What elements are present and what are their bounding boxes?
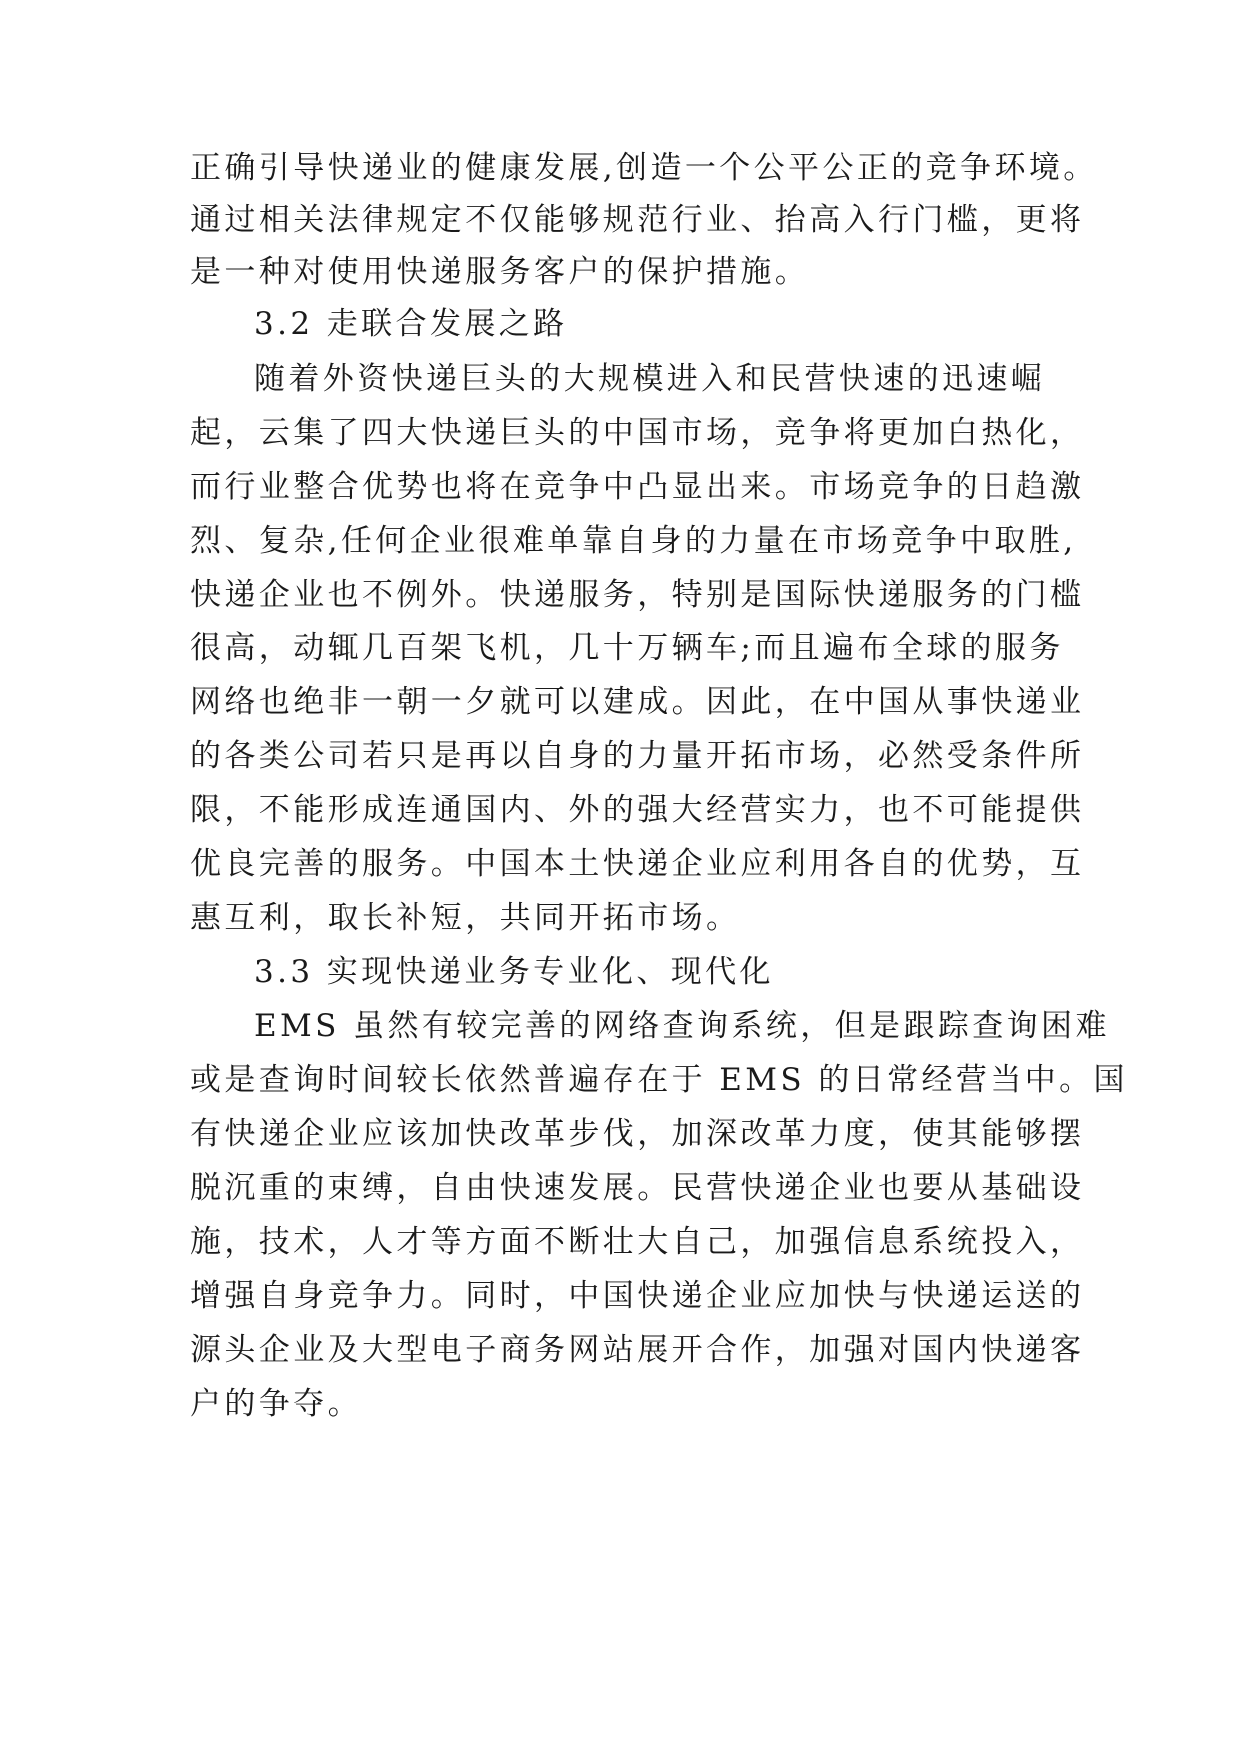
paragraph-line: 起，云集了四大快递巨头的中国市场，竞争将更加白热化， xyxy=(190,415,1085,451)
paragraph-line: 是一种对使用快递服务客户的保护措施。 xyxy=(190,254,810,290)
section-heading-3-3: 3.3 实现快递业务专业化、现代化 xyxy=(254,954,774,990)
paragraph-line: 通过相关法律规定不仅能够规范行业、抬高入行门槛，更将 xyxy=(190,202,1085,238)
paragraph-line: 网络也绝非一朝一夕就可以建成。因此，在中国从事快递业 xyxy=(190,684,1085,720)
paragraph-line: 正确引导快递业的健康发展,创造一个公平公正的竞争环境。 xyxy=(190,150,1098,186)
paragraph-line: 施，技术，人才等方面不断壮大自己，加强信息系统投入， xyxy=(190,1224,1085,1260)
paragraph-line: 而行业整合优势也将在竞争中凸显出来。市场竞争的日趋激 xyxy=(190,469,1085,505)
paragraph-line: 有快递企业应该加快改革步伐，加深改革力度，使其能够摆 xyxy=(190,1116,1085,1152)
paragraph-line: 增强自身竞争力。同时，中国快递企业应加快与快递运送的 xyxy=(190,1278,1085,1314)
paragraph-line: 限，不能形成连通国内、外的强大经营实力，也不可能提供 xyxy=(190,792,1085,828)
section-heading-3-2: 3.2 走联合发展之路 xyxy=(254,306,568,342)
paragraph-line: 烈、复杂,任何企业很难单靠自身的力量在市场竞争中取胜, xyxy=(190,523,1077,559)
paragraph-line: 优良完善的服务。中国本土快递企业应利用各自的优势，互 xyxy=(190,846,1085,882)
paragraph-line: 的各类公司若只是再以自身的力量开拓市场，必然受条件所 xyxy=(190,738,1085,774)
paragraph-line: 快递企业也不例外。快递服务，特别是国际快递服务的门槛 xyxy=(190,577,1085,613)
paragraph-line: 脱沉重的束缚，自由快速发展。民营快递企业也要从基础设 xyxy=(190,1170,1085,1206)
paragraph-line: 源头企业及大型电子商务网站展开合作，加强对国内快递客 xyxy=(190,1332,1085,1368)
paragraph-line: EMS 虽然有较完善的网络查询系统，但是跟踪查询困难 xyxy=(254,1008,1110,1044)
paragraph-line: 很高，动辄几百架飞机，几十万辆车;而且遍布全球的服务 xyxy=(190,630,1064,666)
paragraph-line: 户的争夺。 xyxy=(190,1386,362,1422)
paragraph-line: 惠互利，取长补短，共同开拓市场。 xyxy=(190,900,741,936)
paragraph-line: 随着外资快递巨头的大规模进入和民营快速的迅速崛 xyxy=(254,361,1046,397)
paragraph-line: 或是查询时间较长依然普遍存在于 EMS 的日常经营当中。国 xyxy=(190,1062,1128,1098)
